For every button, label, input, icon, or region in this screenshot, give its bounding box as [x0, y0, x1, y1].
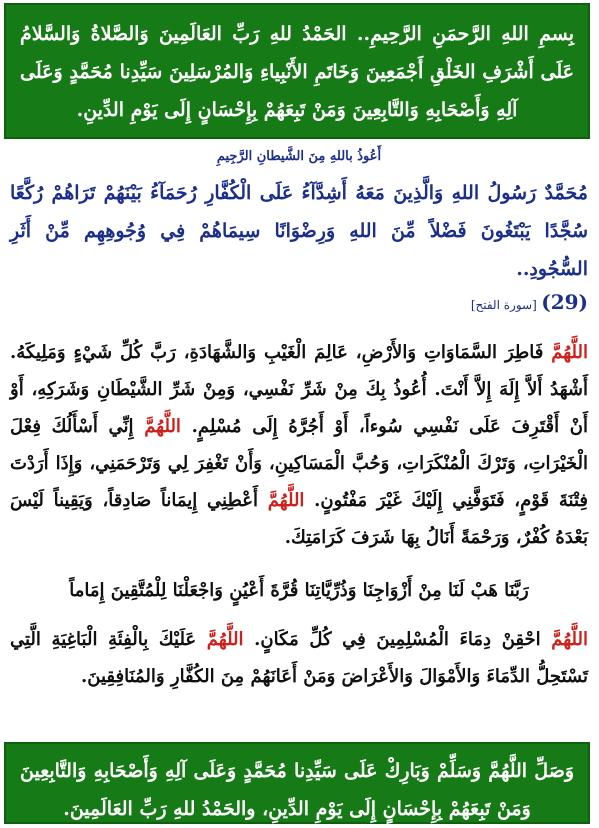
allahumma-word: اللَّهُمَّ	[206, 629, 244, 650]
opening-text: بِسمِ اللهِ الرَّحمَنِ الرَّحِيمِ.. الحَمْدُ للهِ رَبِّ العَالَمِينَ وَالصَّلاةُ وَالسَّلامُ عَلَى أَشْرَفِ الخَلْقِ أَجْمَعِينَ وَخَاتَمِ الأَنْبِياءِ وَالمُرْسَلِينَ سَيِّدِنا مُحَمَّدٍ وَعَلَى آلِهِ وَأَصْحَابِهِ وَالتَّابِعِينَ وَمَنْ تَبِعَهُمْ بِإِحْسَانٍ إِلَى يَوْمِ الدِّينِ.	[20, 23, 574, 121]
ayah-reference-line	[10, 288, 588, 319]
allahumma-word: اللَّهُمَّ	[551, 342, 588, 363]
allahumma-word: اللَّهُمَّ	[551, 629, 588, 650]
surah-reference: [سورة الفتح]	[470, 298, 537, 312]
quran-verse-section	[10, 146, 588, 319]
dua-section	[10, 334, 588, 695]
allahumma-word: اللَّهُمَّ	[144, 416, 181, 437]
allahumma-word: اللَّهُمَّ	[267, 490, 305, 511]
isti-adha-heading: أَعُوذُ باللهِ مِنَ الشَّيطانِ الرَّجِيمِ	[216, 149, 382, 164]
ayah-text: مُحَمَّدٌ رَسُولُ اللهِ وَالَّذِينَ مَعَهُ أَشِدَّآءُ عَلَى الْكُفَّارِ رُحَمَآءُ بَيْنَهُمْ تَرَاهُمْ رُكَّعًا سُجَّدًا يَبْتَغُونَ فَضْلاً مِّنَ اللهِ وَرِضْوَانًا سِيمَاهُمْ فِي وُجُوهِهِم مِّنْ أَثَرِ السُّجُودِ..	[10, 182, 588, 280]
dua-text: احْقِنْ دِمَاءَ الْمُسْلِمِينَ فِي كُلِّ مَكَانٍ.	[243, 629, 552, 650]
closing-text: وَصَلِّ اللَّهُمَّ وَسَلِّمْ وَبَارِكْ عَلَى سَيِّدِنا مُحَمَّدٍ وَعَلَى آلِهِ وَأَصْحَابِهِ وَالتَّابِعِينَ وَمَنْ تَبِعَهُمْ بِإِحْسَانٍ إِلَى يَوْمِ الدِّينِ، والحَمْدُ للهِ رَبِّ العَالَمِينَ.	[20, 760, 574, 820]
rabbana-line: رَبَّنَا هَبْ لَنَا مِنْ أَزْوَاجِنَا وَذُرِّيَّاتِنَا قُرَّةَ أَعْيُنٍ وَاجْعَلْنَا لِلْمُتَّقِينَ إِمَاماً	[69, 580, 529, 601]
dua-paragraph-1	[10, 334, 588, 556]
dua-text: أَعْطِنِي إِيمَاناً صَادِقاً، وَيَقِيناً لَيْسَ بَعْدَهُ كُفْرٌ، وَرَحْمَةً أَنَالُ بِهَا شَرَفَ كَرَامَتِكَ.	[10, 490, 588, 548]
opening-banner	[4, 3, 590, 139]
dua-paragraph-2	[10, 621, 588, 695]
dua-text: فَاطِرَ السَّمَاوَاتِ وَالأَرْضِ، عَالِمَ الْغَيْبِ وَالشَّهَادَةِ، رَبَّ كُلِّ شَيْءٍ وَمَلِيكَهُ. أَشْهَدُ أَلاَّ إِلَهَ إِلاَّ أَنْتَ. أُعُوذُ بِكَ مِنْ شَرِّ نَفْسِي، وَمِنْ شَرِّ الشَّيْطَانِ وَشَرَكِهِ، أَوْ أَنْ أَقْتَرِفَ عَلَى نَفْسِي سُوءاً، أَوْ أَجُرَّهُ إِلَى مُسْلِمٍ.	[10, 342, 588, 437]
dua-text: عَلَيْكَ بِالْفِئَةِ الْبَاغِيَةِ الَّتِي تَسْتَحِلُّ الدِّمَاءَ وَالأَمْوَالَ وَالأَعْرَاضَ وَمَنْ أَعَانَهُمْ مِنَ الكُفَّارِ وَالمُنَافِقِينَ.	[10, 629, 588, 687]
dua-text: إِنِّي أَسْأَلُكَ فِعْلَ الْخَيْرَاتِ، وَتَرْكَ الْمُنْكَرَاتِ، وَحُبَّ الْمَسَاكِينِ، وَأَنْ تَغْفِرَ لِي وَتَرْحَمَنِي، وَإِذَا أَرَدْتَ فِتْنَةَ قَوْمٍ، فَتَوَفَّنِي إِلَيْكَ غَيْرَ مَفْتُونٍ.	[10, 416, 588, 511]
ayah-number: (29)	[541, 290, 588, 314]
closing-banner	[4, 742, 590, 824]
